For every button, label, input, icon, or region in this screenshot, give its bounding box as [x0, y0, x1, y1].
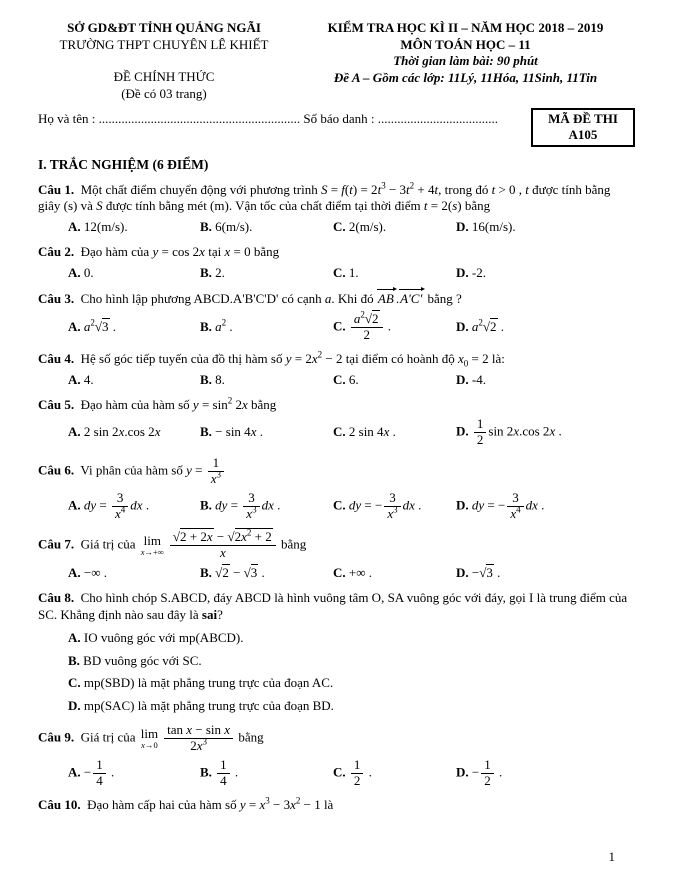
question-3 — [38, 290, 635, 343]
question-9-option-D: D. − $\frac{1}{2}$ . — [456, 757, 503, 788]
classes-line: Đề A – Gồm các lớp: 11Lý, 11Hóa, 11Sinh, 11Tin — [333, 69, 598, 85]
question-8-option-C: C. mp(SBD) là mặt phẳng trung trực của đoạn AC. — [68, 675, 334, 691]
question-5-option-D: D. $\frac{1}{2}$ sin 2x.cos 2x . — [456, 416, 562, 448]
question-2-option-C: C. 1. — [333, 265, 359, 281]
header-left-spacer — [38, 53, 290, 69]
question-6-text: Câu 6. Vi phân của hàm số y = $\frac{1}{x^3}$ — [38, 456, 635, 487]
question-9-label: Câu 9. — [38, 729, 75, 745]
question-8-option-D: D. mp(SAC) là mặt phẳng trung trực của đoạn BD. — [68, 698, 334, 714]
question-7-label: Câu 7. — [38, 536, 75, 552]
question-2-option-D: D. -2. — [456, 265, 486, 281]
question-5-option-B: B. − sin 4x . — [200, 424, 263, 440]
question-4-label: Câu 4. — [38, 350, 75, 366]
question-1-option-A: A. 12(m/s). — [68, 219, 128, 235]
question-1-options — [38, 219, 635, 236]
question-7-text: Câu 7. Giá trị của lim x→+∞ $\frac{√2 + 2x - √2x^2 + 2}{x}$ bằng — [38, 527, 307, 560]
school-name: TRƯỜNG THPT CHUYÊN LÊ KHIẾT — [59, 36, 269, 52]
page-number: 1 — [608, 849, 615, 865]
question-2-label: Câu 2. — [38, 244, 75, 260]
exam-code-label: MÃ ĐỀ THI — [548, 110, 618, 126]
question-6-option-D: D. dy = − $\frac{3}{x^4}$ dx . — [456, 490, 545, 522]
question-2-option-A: A. 0. — [68, 265, 94, 281]
candidate-number-dotted-line: ..................................... — [377, 110, 499, 126]
question-3-option-C: C. $\frac{a^2√2}{2}$ . — [333, 309, 392, 342]
question-6-option-A: A. dy = $\frac{3}{x^4}$ dx . — [68, 490, 150, 522]
question-2-option-B: B. 2. — [200, 265, 225, 281]
question-5-option-A: A. 2 sin 2x.cos 2x — [68, 424, 161, 440]
question-10-label: Câu 10. — [38, 796, 81, 812]
exam-header — [38, 20, 635, 103]
question-4 — [38, 351, 635, 389]
question-6-option-B: B. dy = $\frac{3}{x^3}$ dx . — [200, 490, 281, 522]
question-5-options — [38, 417, 635, 448]
exam-title: KIỂM TRA HỌC KÌ II – NĂM HỌC 2018 – 2019 — [327, 20, 604, 35]
question-4-text: Câu 4. Hệ số góc tiếp tuyến của đồ thị hàm số $y = 2x^2 - 2$ tại điểm có hoành độ $x_0 = 2$ là: — [38, 349, 505, 369]
question-9 — [38, 723, 635, 789]
question-10 — [38, 797, 635, 814]
question-5 — [38, 397, 635, 449]
question-4-option-C: C. 6. — [333, 371, 359, 387]
question-9-option-B: B. $\frac{1}{4}$ . — [200, 757, 239, 788]
duration-line: Thời gian làm bài: 90 phút — [393, 53, 538, 69]
question-3-label: Câu 3. — [38, 291, 75, 306]
question-7-option-A: A. −∞ . — [68, 564, 107, 580]
question-4-options — [38, 372, 635, 389]
question-9-option-C: C. $\frac{1}{2}$ . — [333, 757, 372, 788]
question-3-option-B: B. $a^2$ . — [200, 317, 233, 334]
header-right — [296, 20, 635, 103]
candidate-info-line — [38, 108, 523, 128]
fullname-label: Họ và tên : — [38, 110, 99, 126]
question-1-text: Câu 1. Một chất điểm chuyển động với phương trình $S = f(t) = 2t^3 - 3t^2 + 4t$, trong đó t > 0 , t được tính bằng giây (s) và S được tính bằng mét (m). Vận tốc của chất điểm tại thời điểm t = 2(s) bằng — [38, 180, 611, 214]
question-6-options — [38, 491, 635, 522]
official-exam-label: ĐỀ CHÍNH THỨC — [113, 69, 215, 85]
question-3-text: Câu 3. Cho hình lập phương ABCD.A'B'C'D' có cạnh a. Khi đó AB .A'C' bằng ? — [38, 291, 462, 306]
header-left — [38, 20, 290, 103]
question-2-options — [38, 265, 635, 282]
candidate-info-row — [38, 108, 635, 148]
question-1 — [38, 182, 635, 237]
fullname-dotted-line: .............................................................. — [98, 110, 301, 126]
questions — [38, 182, 635, 814]
question-5-option-C: C. 2 sin 4x . — [333, 424, 396, 440]
question-3-option-D: D. $a^2√2$ . — [456, 317, 505, 334]
question-3-option-A: A. $a^2√3$ . — [68, 317, 117, 334]
subject-line: MÔN TOÁN HỌC – 11 — [400, 36, 531, 52]
exam-code-value: A105 — [568, 126, 598, 142]
question-4-option-D: D. -4. — [456, 371, 486, 387]
question-8-option-A: A. IO vuông góc với mp(ABCD). — [68, 629, 244, 645]
question-2-text: Câu 2. Đạo hàm của y = cos 2x tại x = 0 bằng — [38, 244, 280, 260]
question-6 — [38, 456, 635, 522]
question-8 — [38, 590, 635, 715]
question-9-options — [38, 758, 635, 789]
question-1-option-D: D. 16(m/s). — [456, 219, 516, 235]
department-name: SỞ GD&ĐT TỈNH QUẢNG NGÃI — [67, 20, 261, 35]
question-6-label: Câu 6. — [38, 462, 75, 478]
question-1-option-C: C. 2(m/s). — [333, 219, 387, 235]
question-1-option-B: B. 6(m/s). — [200, 219, 253, 235]
question-2 — [38, 244, 635, 282]
question-4-option-A: A. 4. — [68, 371, 94, 387]
question-8-option-B: B. BD vuông góc với SC. — [68, 652, 202, 668]
question-6-option-C: C. dy = − $\frac{3}{x^3}$ dx . — [333, 490, 422, 522]
exam-code-box — [531, 108, 635, 148]
question-5-label: Câu 5. — [38, 396, 75, 412]
question-9-text: Câu 9. Giá trị của lim x→0 $\frac{\text{tan x − sin x}}{2x^3}$ bằng — [38, 722, 264, 754]
page-count-note: (Đề có 03 trang) — [121, 85, 207, 101]
question-7 — [38, 527, 635, 582]
question-8-label: Câu 8. — [38, 589, 75, 605]
question-8-options — [38, 630, 635, 716]
question-9-option-A: A. − $\frac{1}{4}$ . — [68, 757, 115, 788]
question-8-text: Câu 8. Cho hình chóp S.ABCD, đáy ABCD là hình vuông tâm O, SA vuông góc với đáy, gọi I là trung điểm của SC. Khẳng định nào sau đây là sai? — [38, 589, 628, 622]
question-4-option-B: B. 8. — [200, 371, 225, 387]
candidate-number-label: Số báo danh : — [300, 110, 378, 126]
question-10-text: Câu 10. Đạo hàm cấp hai của hàm số $y = x^3 - 3x^2 - 1$ là — [38, 795, 334, 812]
question-7-option-C: C. +∞ . — [333, 564, 372, 580]
question-5-text: Câu 5. Đạo hàm của hàm số $y = \sin^2 2x$ bằng — [38, 395, 277, 412]
question-7-option-B: B. √2 − √3 . — [200, 564, 265, 580]
section-title: I. TRẮC NGHIỆM (6 ĐIỂM) — [38, 157, 209, 172]
question-1-label: Câu 1. — [38, 181, 75, 197]
question-7-option-D: D. −√3 . — [456, 564, 501, 580]
question-3-options — [38, 309, 635, 343]
question-7-options — [38, 565, 635, 582]
